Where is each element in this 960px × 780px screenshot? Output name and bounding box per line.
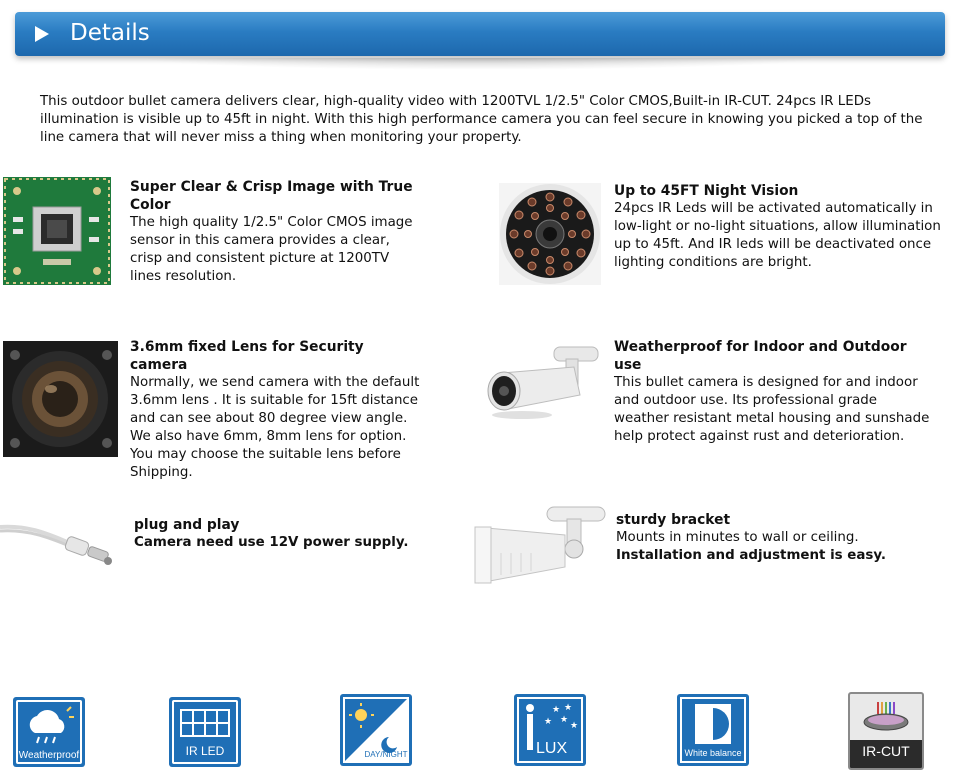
feature-title: Up to 45FT Night Vision [614,183,799,199]
svg-text:★: ★ [560,714,569,724]
feature-bracket [616,511,936,565]
ir-cut-filter-icon [856,700,916,736]
ir-cut-badge [848,692,924,770]
details-header-bar [15,12,945,56]
white-balance-badge [677,694,749,766]
feature-body-bold: Installation and adjustment is easy. [616,548,886,563]
feature-title: Weatherproof for Indoor and Outdoor use [614,339,907,373]
bullet-camera-image [482,345,600,427]
circuit-board-image [3,177,111,285]
badge-label: IR-CUT [862,743,910,759]
power-cable-image [0,517,118,569]
feature-lens [130,338,420,482]
feature-body: The high quality 1/2.5" Color CMOS image sensor in this camera provides a clear, crisp and consistent picture at 1200TV lines resolution. [130,215,413,284]
badge-label: White balance [684,748,742,758]
svg-text:★: ★ [544,716,553,726]
feature-body: 24pcs IR Leds will be activated automatically in low-light or no-light situations, allow illumination up to 45ft. And IR leds will be deactivated once lighting conditions are bright. [614,201,941,270]
camera-lens-image [3,341,118,457]
badge-label: IR LED [185,744,225,758]
badge-label: DAY/NIGHT [364,750,408,759]
feature-title: plug and play [134,517,240,533]
feature-body: Normally, we send camera with the default 3.6mm lens . It is suitable for 15ft distance and can see about 80 degree view angle. We also have 6mm, 8mm lens for option. You may choose the suitable lens before Shipping. [130,375,420,480]
header-shadow [140,58,820,70]
camera-bracket-image [471,505,606,590]
feature-body-text: Mounts in minutes to wall or ceiling. [616,530,859,545]
ir-led-ring-image [499,183,601,285]
feature-image-quality [130,178,420,286]
day-night-badge [340,694,412,766]
ir-led-grid-icon [180,709,230,737]
feature-title: sturdy bracket [616,512,731,528]
white-balance-icon [695,704,731,744]
intro-paragraph: This outdoor bullet camera delivers clear, high-quality video with 1200TVL 1/2.5" Color CMOS,Built-in IR-CUT. 24pcs IR LEDs illumination is visible up to 45ft in night. With this high performance camera you can feel secure in knowing you picked a top of the line camera that will never miss a thing when monitoring your property. [40,94,923,145]
feature-body: This bullet camera is designed for and indoor and outdoor use. Its professional grade weather resistant metal housing and sunshade help protect against rust and deterioration. [614,375,930,444]
play-arrow-icon [35,26,49,42]
feature-body: Camera need use 12V power supply. [134,535,409,550]
svg-text:★: ★ [552,704,561,714]
weatherproof-badge [13,697,85,767]
feature-weatherproof [614,338,934,446]
badge-label: LUX [536,740,568,757]
feature-plug-and-play [134,516,434,552]
feature-body [616,529,936,565]
svg-text:★: ★ [570,720,579,730]
cloud-rain-icon [23,705,75,745]
svg-text:★: ★ [564,702,573,712]
feature-title: 3.6mm fixed Lens for Security camera [130,339,364,373]
ir-led-badge [169,697,241,767]
feature-title: Super Clear & Crisp Image with True Color [130,179,413,213]
lux-badge [514,694,586,766]
badge-label: Weatherproof [18,750,80,761]
feature-night-vision [614,182,949,272]
section-title: Details [70,20,150,46]
